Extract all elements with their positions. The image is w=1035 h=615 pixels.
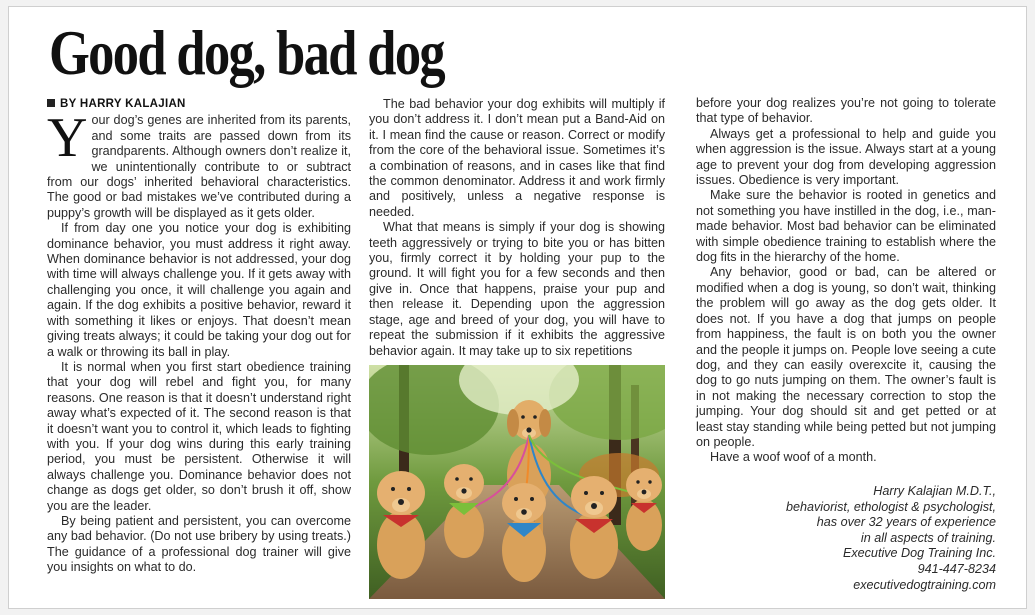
newspaper-page bbox=[8, 6, 1027, 609]
credit-website: executivedogtraining.com bbox=[853, 577, 996, 592]
paragraph: Always get a professional to help and guide you when aggression is the issue. Always start at a young age to prevent your dog from developing aggression issues. Obedience is very important. bbox=[696, 126, 996, 188]
paragraph: Any behavior, good or bad, can be altered or modified when a dog is young, so don’t wait, thinking the problem will go away as the dog gets older. It does not. If you have a dog that jumps on people from happiness, the fault is on both you the owner and the people it jumps on. People love seeing a cute dog, and they can easily overexcite it, causing the dog to go nuts jumping on them. The owner’s fault is in not making the necessary correction to stop the jumping. Your dog should sit and get petted or at least stay standing while being petted but not jumping on people. bbox=[696, 265, 996, 449]
credit-phone: 941-447-8234 bbox=[917, 561, 996, 576]
paragraph-text: our dog’s genes are inherited from its parents, and some traits are passed down from its grandparents. Although owners don’t realize it, we unintentionally contribute to or subtract from our dogs’ inherited behavioral characteristics. The good or bad mistakes we’ve contributed during a puppy’s growth will be displayed as it gets older. bbox=[47, 113, 351, 220]
byline-square-icon bbox=[47, 99, 55, 107]
paragraph: What that means is simply if your dog is showing teeth aggressively or trying to bite you or has bitten you, firmly correct it by holding your pup to the ground. It will fight you for a few seconds and then give in. Once that happens, praise your pup and then release it. Depending upon the aggression stage, age and breed of your dog, you will have to repeat the submission if it exhibits the aggressive behavior again. It may take up to six repetitions bbox=[369, 220, 665, 358]
puppy bbox=[626, 468, 662, 551]
paragraph: Make sure the behavior is rooted in genetics and not something you have instilled in the dog, i.e., man-made behavior. Most bad behavior can be eliminated with simple obedience training to establish where the dog fits in the hierarchy of the home. bbox=[696, 188, 996, 265]
paragraph bbox=[47, 107, 351, 221]
credit-line: behaviorist, ethologist & psychologist, bbox=[785, 499, 996, 514]
article-column-2 bbox=[369, 97, 665, 359]
credit-line: in all aspects of training. bbox=[860, 530, 996, 545]
article-column-1 bbox=[47, 97, 351, 576]
article-column-3 bbox=[696, 96, 996, 466]
puppy bbox=[570, 476, 618, 579]
drop-cap: Y bbox=[47, 107, 88, 170]
byline bbox=[47, 97, 351, 112]
puppy bbox=[502, 483, 546, 582]
author-credit bbox=[696, 484, 996, 593]
paragraph: By being patient and persistent, you can overcome any bad behavior. (Do not use bribery by using treats.) The guidance of a professional dog trainer will give you insights on what to do. bbox=[47, 513, 351, 575]
paragraph: before your dog realizes you’re not going to tolerate that type of behavior. bbox=[696, 96, 996, 126]
dogs-photo bbox=[369, 365, 665, 599]
puppy bbox=[444, 464, 484, 558]
byline-text: BY HARRY KALAJIAN bbox=[60, 98, 186, 110]
paragraph: The bad behavior your dog exhibits will multiply if you don’t address it. I don’t mean put a Band-Aid on it. I mean find the cause or reason. Correct or modify from the core of the behavioral issue. Sometimes it’s a combination of reasons, and in cases like that find the common denominator. Address it and work firmly and positively, unless a negative response is needed. bbox=[369, 97, 665, 219]
credit-line: has over 32 years of experience bbox=[816, 515, 996, 530]
credit-line: Executive Dog Training Inc. bbox=[842, 546, 996, 561]
credit-line: Harry Kalajian M.D.T., bbox=[873, 484, 996, 498]
paragraph: Have a woof woof of a month. bbox=[710, 450, 877, 465]
paragraph: It is normal when you first start obedience training that your dog will rebel and fight you, for many reasons. One reason is that it doesn’t understand right away what’s expected of it. The second reason is that it doesn’t want you to control it, which leads to fighting with you. If your dog wins during this early training period, you must be persistent. Otherwise it will always challenge you. Dominance behavior does not change as dogs get older, so don’t brush it off, show you are the leader. bbox=[47, 359, 351, 513]
headline: Good dog, bad dog bbox=[49, 17, 445, 88]
dogs-photo-illustration bbox=[369, 365, 665, 599]
puppy bbox=[377, 471, 425, 579]
paragraph: If from day one you notice your dog is exhibiting dominance behavior, you must address it right away. When dominance behavior is not addressed, your dog with time will always challenge you. If it gets away with challenging you once, it will challenge you again and again. If the dog exhibits a positive behavior, reward it with something it likes or enjoys. That doesn’t mean giving treats always; it could be taking your dog out for a walk or throwing its ball in play. bbox=[47, 221, 351, 359]
